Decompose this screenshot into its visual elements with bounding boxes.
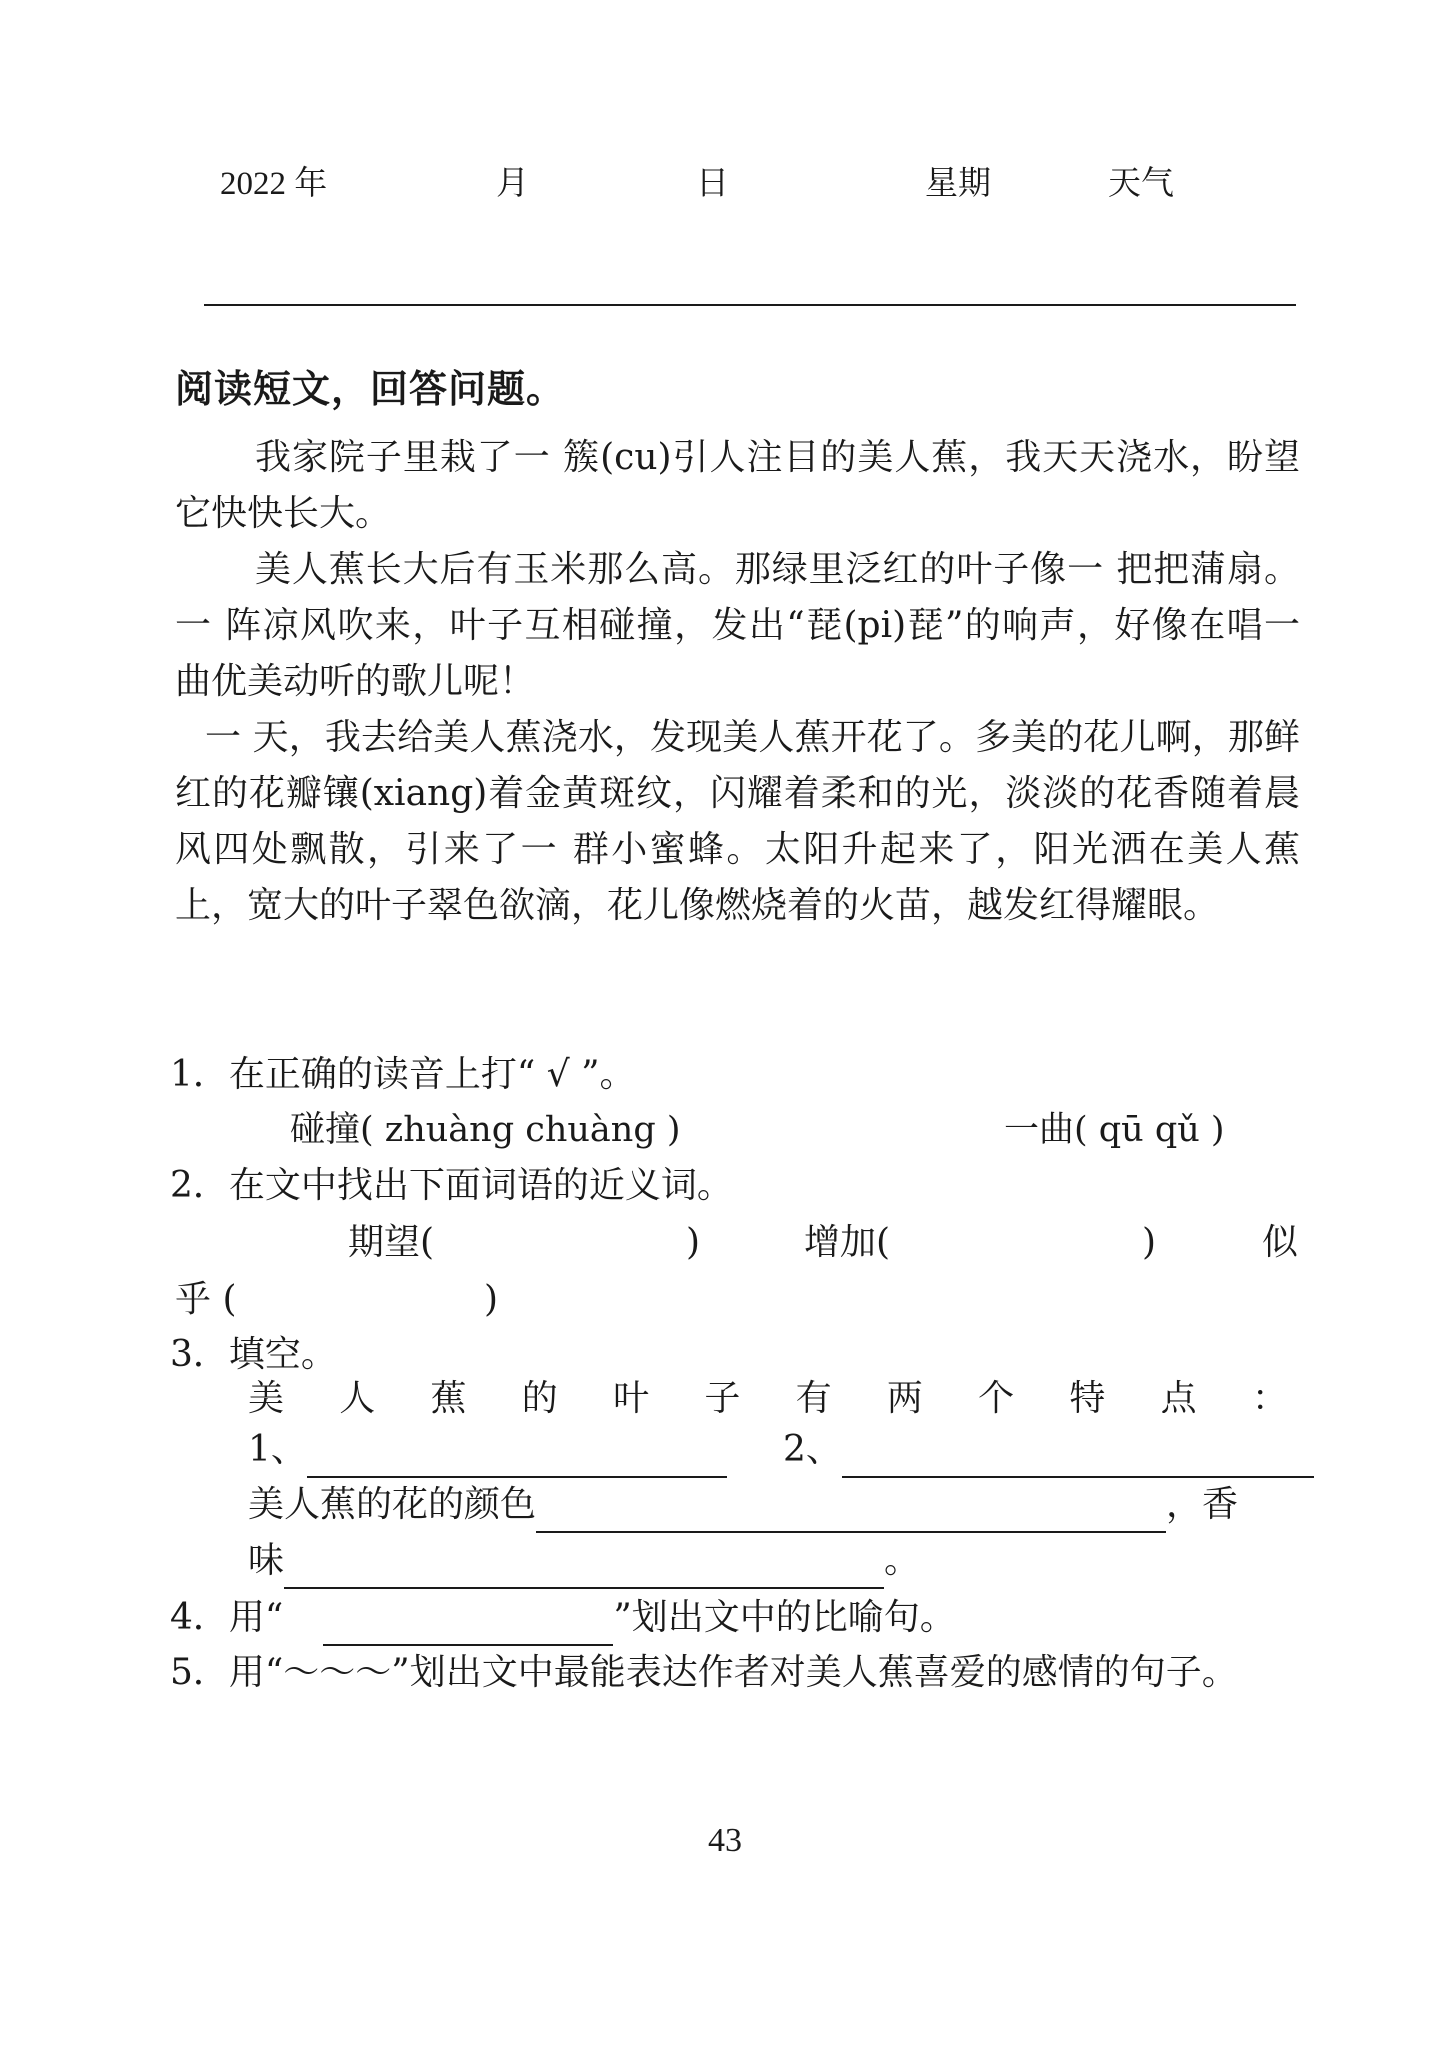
flower-color-prefix: 美人蕉的花的颜色 [248, 1484, 537, 1525]
question-2-word-3-start: 似 [1262, 1222, 1299, 1263]
question-4-suffix: ”划出文中的比喻句。 [613, 1597, 956, 1638]
scent-prefix: 味 [248, 1540, 285, 1581]
leaf-char: 点 [1160, 1378, 1197, 1419]
question-3-flower-color[interactable] [248, 1477, 1238, 1533]
question-5: 5．用“～～～”划出文中最能表达作者对美人蕉喜爱的感情的句子。 [170, 1652, 1238, 1693]
header-day: 日 [696, 166, 729, 202]
leaf-char: 两 [886, 1378, 923, 1419]
answer-line[interactable] [842, 1436, 1314, 1478]
question-2: 2．在文中找出下面词语的近义词。 [170, 1165, 733, 1206]
question-2-word-2: 增加( [804, 1222, 891, 1263]
answer-line[interactable] [307, 1436, 727, 1478]
leaf-char: 的 [521, 1378, 558, 1419]
flower-color-mid: ，香 [1166, 1484, 1239, 1525]
question-4-prefix: 4．用“ [170, 1597, 284, 1638]
leaf-char: 人 [339, 1378, 376, 1419]
answer-line[interactable] [536, 1491, 1166, 1533]
question-1-item-1: 碰撞( zhuàng chuàng ) [290, 1110, 681, 1150]
passage-paragraph-3: 一 天，我去给美人蕉浇水，发现美人蕉开花了。多美的花儿啊，那鲜红的花瓣镶(xiang)着金黄斑纹，闪耀着柔和的光，淡淡的花香随着晨风四处飘散，引来了一 群小蜜蜂。太阳升起来了，阳光洒在美人蕉上，宽大的叶子翠色欲滴，花儿像燃烧着的火苗，越发红得耀眼。 [175, 717, 1300, 926]
header-month: 月 [496, 166, 529, 202]
question-3: 3．填空。 [170, 1334, 337, 1375]
question-1: 1．在正确的读音上打“ √ ”。 [170, 1054, 636, 1095]
underline-sample [323, 1604, 613, 1646]
leaf-char: 个 [978, 1378, 1015, 1419]
leaf-char: 有 [795, 1378, 832, 1419]
page-number: 43 [708, 1822, 742, 1859]
question-2-word-3-end: 乎 ( [175, 1279, 237, 1320]
leaf-char: 叶 [613, 1378, 650, 1419]
blank-1-label: 1、 [248, 1429, 307, 1470]
header-weather: 天气 [1108, 166, 1174, 202]
instruction-heading: 阅读短文，回答问题。 [175, 367, 566, 411]
header-weekday: 星期 [925, 166, 991, 202]
passage-paragraph-2: 美人蕉长大后有玉米那么高。那绿里泛红的叶子像一 把把蒲扇。一 阵凉风吹来，叶子互相碰撞，发出“琵(pi)琵”的响声，好像在唱一 曲优美动听的歌儿呢！ [175, 549, 1300, 702]
leaf-char: 美 [248, 1378, 285, 1419]
question-3-leaf-prompt [248, 1370, 1288, 1421]
question-2-paren-2: ) [1142, 1222, 1157, 1263]
leaf-char: 特 [1069, 1378, 1106, 1419]
question-3-blank-2[interactable] [783, 1422, 1314, 1478]
leaf-char: ： [1251, 1378, 1288, 1419]
blank-2-label: 2、 [783, 1429, 842, 1470]
question-3-scent[interactable] [248, 1533, 920, 1589]
answer-line[interactable] [284, 1547, 884, 1589]
header-year: 2022 年 [220, 166, 328, 202]
leaf-char: 子 [704, 1378, 741, 1419]
question-3-blank-1[interactable] [248, 1422, 727, 1478]
header-divider [204, 304, 1296, 306]
passage-paragraph-1: 我家院子里栽了一 簇(cu)引人注目的美人蕉，我天天浇水，盼望它快快长大。 [175, 437, 1300, 534]
scent-end: 。 [884, 1540, 921, 1581]
question-2-paren-3: ) [484, 1279, 499, 1320]
question-2-word-1: 期望( [348, 1222, 435, 1263]
question-2-paren-1: ) [686, 1222, 701, 1263]
question-4 [170, 1590, 956, 1646]
leaf-char: 蕉 [430, 1378, 467, 1419]
question-1-item-2: 一曲( qū qǔ ) [1004, 1110, 1225, 1150]
